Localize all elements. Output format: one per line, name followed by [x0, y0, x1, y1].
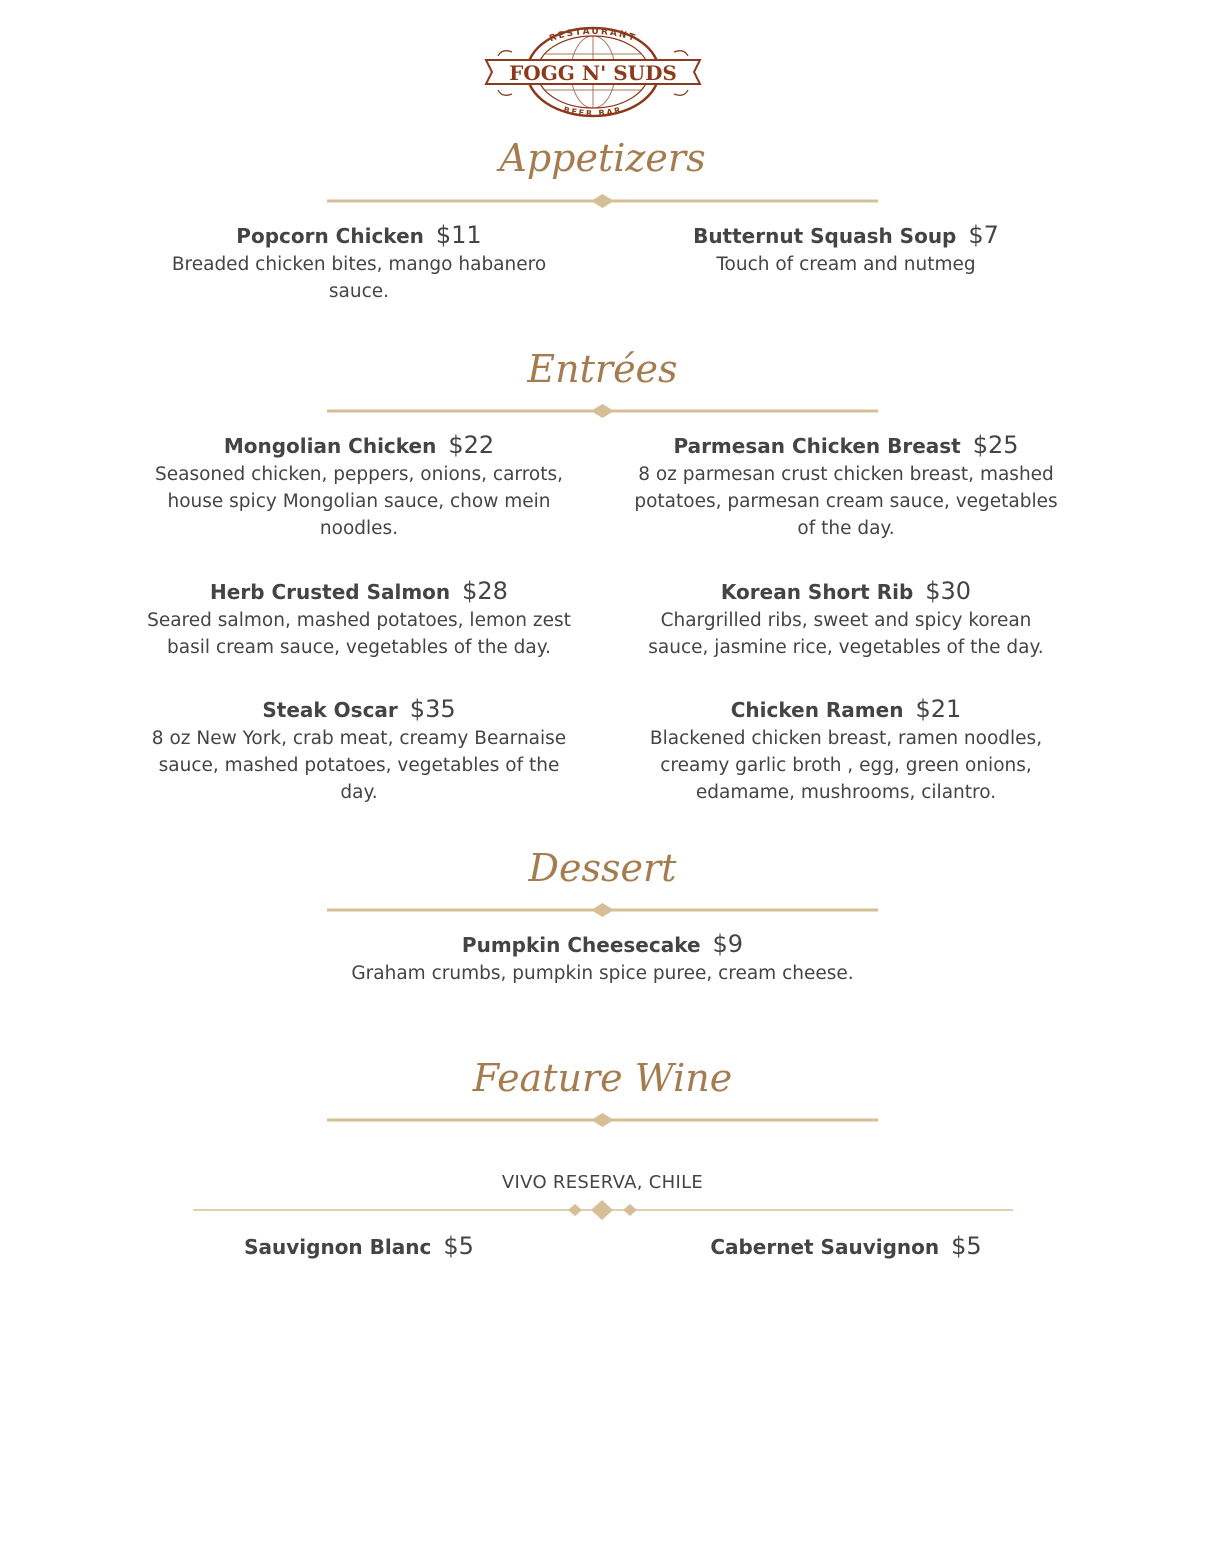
item-price: $5 — [951, 1232, 982, 1260]
logo-name: FOGG N' SUDS — [509, 61, 677, 85]
item-price: $28 — [462, 577, 508, 605]
item-name: Mongolian Chicken — [223, 434, 437, 458]
section-title-entrees: Entrées — [527, 347, 678, 391]
menu-item — [145, 576, 573, 661]
item-description: 8 oz New York, crab meat, creamy Bearnaise sauce, mashed potatoes, vegetables of the day. — [151, 728, 567, 803]
item-description: Chargrilled ribs, sweet and spicy korean sauce, jasmine rice, vegetables of the day. — [648, 610, 1044, 658]
menu-item — [632, 220, 1060, 278]
wine-item — [632, 1231, 1060, 1262]
item-description: Seared salmon, mashed potatoes, lemon zest basil cream sauce, vegetables of the day. — [147, 610, 571, 658]
item-description: Seasoned chicken, peppers, onions, carrots, house spicy Mongolian sauce, chow mein noodles. — [155, 464, 563, 539]
item-price: $9 — [712, 930, 744, 958]
menu-item — [145, 430, 573, 542]
item-price: $25 — [972, 431, 1019, 459]
item-name: Herb Crusted Salmon — [210, 580, 451, 604]
menu-item — [632, 576, 1060, 661]
section-divider — [327, 902, 878, 918]
wine-subtitle: VIVO RESERVA, CHILE — [501, 1172, 704, 1193]
item-name: Steak Oscar — [262, 698, 398, 722]
item-description: 8 oz parmesan crust chicken breast, mashed potatoes, parmesan cream sauce, vegetables of the day. — [634, 464, 1058, 539]
item-price: $5 — [443, 1232, 474, 1260]
wine-divider — [193, 1199, 1013, 1221]
menu-item — [145, 694, 573, 806]
wine-item — [145, 1231, 573, 1262]
section-divider — [327, 193, 878, 209]
menu-item — [632, 430, 1060, 542]
item-description: Touch of cream and nutmeg — [716, 254, 976, 275]
section-divider — [327, 403, 878, 419]
section-title-dessert: Dessert — [528, 846, 677, 890]
menu-item — [145, 220, 573, 305]
section-title-appetizers: Appetizers — [499, 136, 706, 180]
item-name: Pumpkin Cheesecake — [461, 933, 701, 957]
item-price: $21 — [915, 695, 962, 723]
item-description: Breaded chicken bites, mango habanero sauce. — [171, 254, 547, 302]
item-price: $7 — [968, 221, 999, 249]
item-name: Korean Short Rib — [720, 580, 914, 604]
restaurant-logo — [482, 22, 704, 120]
logo-bottom-arc: BEER BAR — [562, 105, 624, 119]
item-description: Graham crumbs, pumpkin spice puree, cream cheese. — [351, 963, 854, 984]
item-price: $30 — [925, 577, 972, 605]
menu-item — [300, 929, 905, 987]
item-price: $22 — [448, 431, 495, 459]
item-name: Parmesan Chicken Breast — [673, 434, 961, 458]
item-name: Butternut Squash Soup — [693, 224, 957, 248]
item-name: Chicken Ramen — [730, 698, 904, 722]
section-title-feature-wine: Feature Wine — [472, 1056, 733, 1100]
item-name: Cabernet Sauvignon — [710, 1235, 940, 1259]
item-price: $11 — [435, 221, 482, 249]
item-description: Blackened chicken breast, ramen noodles, creamy garlic broth , egg, green onions, edamame, mushrooms, cilantro. — [649, 728, 1043, 803]
logo-top-arc: RESTAURANT — [548, 26, 638, 45]
section-divider — [327, 1112, 878, 1128]
menu-item — [632, 694, 1060, 806]
item-price: $35 — [409, 695, 456, 723]
item-name: Sauvignon Blanc — [244, 1235, 432, 1259]
item-name: Popcorn Chicken — [236, 224, 424, 248]
